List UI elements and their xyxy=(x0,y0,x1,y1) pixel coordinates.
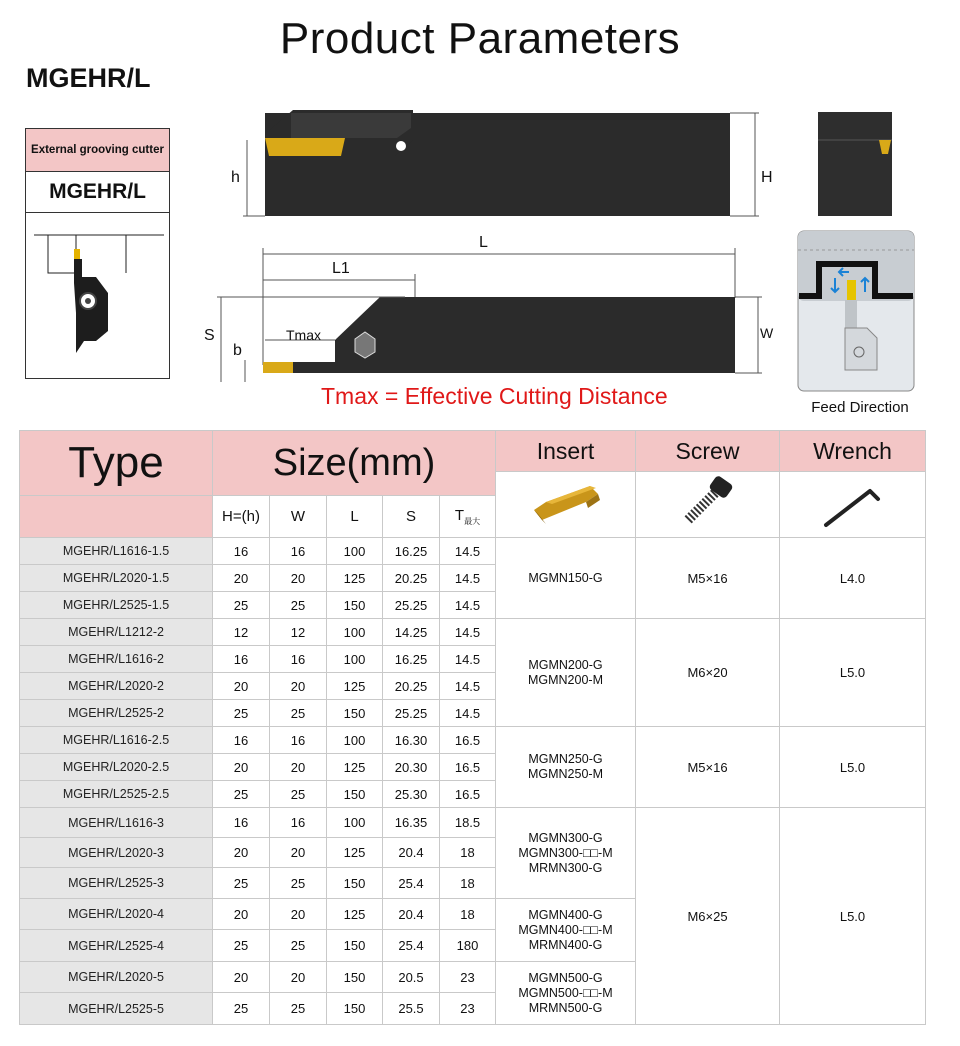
wrench-cell: L5.0 xyxy=(780,727,926,808)
screw-image xyxy=(673,475,743,531)
cell-l: 150 xyxy=(327,930,383,962)
screw-cell: M5×16 xyxy=(636,538,780,619)
insert-code: MRMN500-G xyxy=(528,1000,603,1015)
type-cell: MGEHR/L2020-4 xyxy=(20,899,213,930)
cell-s: 20.4 xyxy=(383,899,440,930)
type-cell: MGEHR/L2020-2 xyxy=(20,673,213,700)
type-cell: MGEHR/L2525-2.5 xyxy=(20,781,213,808)
card-name: MGEHR/L xyxy=(26,172,169,213)
wrench-cell: L5.0 xyxy=(780,619,926,727)
cell-w: 16 xyxy=(270,727,327,754)
type-cell: MGEHR/L1212-2 xyxy=(20,619,213,646)
size-header: Size(mm) xyxy=(213,431,496,496)
col-h: H=(h) xyxy=(213,496,270,538)
table-row xyxy=(20,808,926,838)
cell-t: 23 xyxy=(440,993,496,1025)
cell-w: 20 xyxy=(270,754,327,781)
cell-s: 20.4 xyxy=(383,838,440,868)
dim-h-label: h xyxy=(231,169,240,186)
insert-cell xyxy=(496,899,636,962)
cell-h: 25 xyxy=(213,592,270,619)
cell-s: 14.25 xyxy=(383,619,440,646)
table-row xyxy=(20,727,926,754)
cell-h: 20 xyxy=(213,673,270,700)
cell-l: 125 xyxy=(327,899,383,930)
cell-s: 20.25 xyxy=(383,673,440,700)
cell-h: 16 xyxy=(213,727,270,754)
cell-t: 14.5 xyxy=(440,619,496,646)
cell-h: 25 xyxy=(213,700,270,727)
tool-top-view xyxy=(205,240,775,385)
insert-cell xyxy=(496,962,636,1025)
cell-w: 25 xyxy=(270,993,327,1025)
wrench-image xyxy=(818,475,888,531)
dim-b-label: b xyxy=(233,342,242,359)
insert-code: MGMN400-G xyxy=(528,907,603,922)
insert-cell xyxy=(496,808,636,899)
cell-w: 20 xyxy=(270,962,327,993)
insert-code: MGMN500-G xyxy=(528,970,603,985)
cell-w: 20 xyxy=(270,899,327,930)
feed-direction-diagram xyxy=(797,230,915,392)
cell-h: 16 xyxy=(213,808,270,838)
cell-h: 20 xyxy=(213,962,270,993)
feed-direction-label: Feed Direction xyxy=(811,399,909,416)
insert-cell xyxy=(496,538,636,619)
insert-code: MRMN300-G xyxy=(528,860,603,875)
cell-s: 20.25 xyxy=(383,565,440,592)
cell-h: 16 xyxy=(213,646,270,673)
type-cell: MGEHR/L2020-3 xyxy=(20,838,213,868)
insert-code: MGMN300-□□-M xyxy=(518,845,613,860)
cell-s: 25.5 xyxy=(383,993,440,1025)
dim-tmax-label: Tmax xyxy=(286,327,321,343)
cell-l: 100 xyxy=(327,619,383,646)
tmax-note: Tmax = Effective Cutting Distance xyxy=(321,383,668,409)
type-cell: MGEHR/L2525-5 xyxy=(20,993,213,1025)
wrench-header: Wrench xyxy=(780,431,926,472)
type-cell: MGEHR/L1616-2 xyxy=(20,646,213,673)
type-cell: MGEHR/L1616-1.5 xyxy=(20,538,213,565)
insert-code: MGMN200-G xyxy=(528,657,603,672)
type-header-bottom xyxy=(20,496,213,538)
cell-w: 25 xyxy=(270,700,327,727)
cell-t: 180 xyxy=(440,930,496,962)
dim-H-label: H xyxy=(761,169,773,186)
dim-L-label: L xyxy=(479,234,488,251)
cell-w: 20 xyxy=(270,838,327,868)
type-cell: MGEHR/L1616-3 xyxy=(20,808,213,838)
cell-t: 18.5 xyxy=(440,808,496,838)
cell-t: 14.5 xyxy=(440,565,496,592)
cell-s: 25.25 xyxy=(383,700,440,727)
type-cell: MGEHR/L2525-2 xyxy=(20,700,213,727)
cell-s: 16.30 xyxy=(383,727,440,754)
cell-s: 16.35 xyxy=(383,808,440,838)
screw-cell: M6×20 xyxy=(636,619,780,727)
tool-end-view xyxy=(815,110,895,218)
cell-h: 25 xyxy=(213,993,270,1025)
spec-table xyxy=(19,430,926,1025)
card-header: External grooving cutter xyxy=(26,129,169,172)
screw-cell: M5×16 xyxy=(636,727,780,808)
cell-t: 18 xyxy=(440,838,496,868)
cell-l: 125 xyxy=(327,838,383,868)
wrench-cell: L5.0 xyxy=(780,808,926,1025)
cell-w: 16 xyxy=(270,808,327,838)
cell-t: 14.5 xyxy=(440,673,496,700)
cell-w: 25 xyxy=(270,592,327,619)
col-t: $T_{最大}$ xyxy=(440,496,496,538)
grooving-cutter-sketch xyxy=(26,213,169,379)
cell-t: 14.5 xyxy=(440,700,496,727)
cell-l: 150 xyxy=(327,700,383,727)
cell-t: 23 xyxy=(440,962,496,993)
type-cell: MGEHR/L2020-1.5 xyxy=(20,565,213,592)
col-l: L xyxy=(327,496,383,538)
cell-l: 125 xyxy=(327,754,383,781)
table-row xyxy=(20,619,926,646)
cell-w: 20 xyxy=(270,565,327,592)
insert-cell xyxy=(496,727,636,808)
insert-image-cell xyxy=(496,472,636,538)
insert-code: MGMN150-G xyxy=(528,570,603,585)
cell-h: 25 xyxy=(213,781,270,808)
cell-s: 25.25 xyxy=(383,592,440,619)
cell-s: 25.30 xyxy=(383,781,440,808)
cell-l: 150 xyxy=(327,993,383,1025)
cell-l: 100 xyxy=(327,538,383,565)
cell-w: 16 xyxy=(270,646,327,673)
screw-header: Screw xyxy=(636,431,780,472)
insert-code: MGMN500-□□-M xyxy=(518,985,613,1000)
col-s: S xyxy=(383,496,440,538)
cell-h: 20 xyxy=(213,899,270,930)
cell-s: 16.25 xyxy=(383,538,440,565)
cell-s: 25.4 xyxy=(383,930,440,962)
cell-l: 100 xyxy=(327,808,383,838)
cell-w: 16 xyxy=(270,538,327,565)
wrench-cell: L4.0 xyxy=(780,538,926,619)
cell-h: 20 xyxy=(213,754,270,781)
cell-t: 16.5 xyxy=(440,754,496,781)
screw-cell: M6×25 xyxy=(636,808,780,1025)
insert-header: Insert xyxy=(496,431,636,472)
cell-l: 150 xyxy=(327,868,383,899)
table-row xyxy=(20,538,926,565)
cell-h: 16 xyxy=(213,538,270,565)
cell-l: 150 xyxy=(327,592,383,619)
cell-w: 12 xyxy=(270,619,327,646)
product-card xyxy=(25,128,170,379)
insert-image xyxy=(526,480,606,526)
cell-l: 125 xyxy=(327,565,383,592)
dim-L1-label: L1 xyxy=(332,260,350,277)
type-cell: MGEHR/L2525-1.5 xyxy=(20,592,213,619)
dim-S-label: S xyxy=(204,327,215,344)
cell-t: 14.5 xyxy=(440,646,496,673)
page-title: Product Parameters xyxy=(279,14,681,63)
cell-l: 100 xyxy=(327,727,383,754)
cell-s: 20.5 xyxy=(383,962,440,993)
cell-h: 25 xyxy=(213,930,270,962)
cell-t: 14.5 xyxy=(440,538,496,565)
screw-image-cell xyxy=(636,472,780,538)
dim-W-label: W xyxy=(760,325,774,341)
insert-code: MGMN300-G xyxy=(528,830,603,845)
type-cell: MGEHR/L1616-2.5 xyxy=(20,727,213,754)
cell-t: 16.5 xyxy=(440,781,496,808)
cell-w: 20 xyxy=(270,673,327,700)
type-cell: MGEHR/L2525-4 xyxy=(20,930,213,962)
type-cell: MGEHR/L2020-2.5 xyxy=(20,754,213,781)
cell-w: 25 xyxy=(270,930,327,962)
cell-s: 16.25 xyxy=(383,646,440,673)
insert-code: MGMN200-M xyxy=(527,672,603,687)
tool-side-view xyxy=(225,100,785,225)
insert-code: MGMN250-M xyxy=(527,767,603,781)
cell-t: 14.5 xyxy=(440,592,496,619)
cell-l: 100 xyxy=(327,646,383,673)
cell-l: 125 xyxy=(327,673,383,700)
insert-cell xyxy=(496,619,636,727)
cell-h: 25 xyxy=(213,868,270,899)
cell-s: 20.30 xyxy=(383,754,440,781)
insert-code: MGMN250-G xyxy=(528,752,603,766)
insert-code: MGMN400-□□-M xyxy=(518,922,613,937)
model-label: MGEHR/L xyxy=(26,63,151,93)
cell-t: 18 xyxy=(440,899,496,930)
type-cell: MGEHR/L2525-3 xyxy=(20,868,213,899)
type-header: Type xyxy=(20,431,213,496)
cell-t: 16.5 xyxy=(440,727,496,754)
cell-t: 18 xyxy=(440,868,496,899)
cell-h: 20 xyxy=(213,565,270,592)
wrench-image-cell xyxy=(780,472,926,538)
cell-s: 25.4 xyxy=(383,868,440,899)
cell-w: 25 xyxy=(270,781,327,808)
insert-code: MRMN400-G xyxy=(528,937,603,952)
cell-l: 150 xyxy=(327,962,383,993)
type-cell: MGEHR/L2020-5 xyxy=(20,962,213,993)
cell-w: 25 xyxy=(270,868,327,899)
cell-l: 150 xyxy=(327,781,383,808)
cell-h: 12 xyxy=(213,619,270,646)
col-w: W xyxy=(270,496,327,538)
cell-h: 20 xyxy=(213,838,270,868)
